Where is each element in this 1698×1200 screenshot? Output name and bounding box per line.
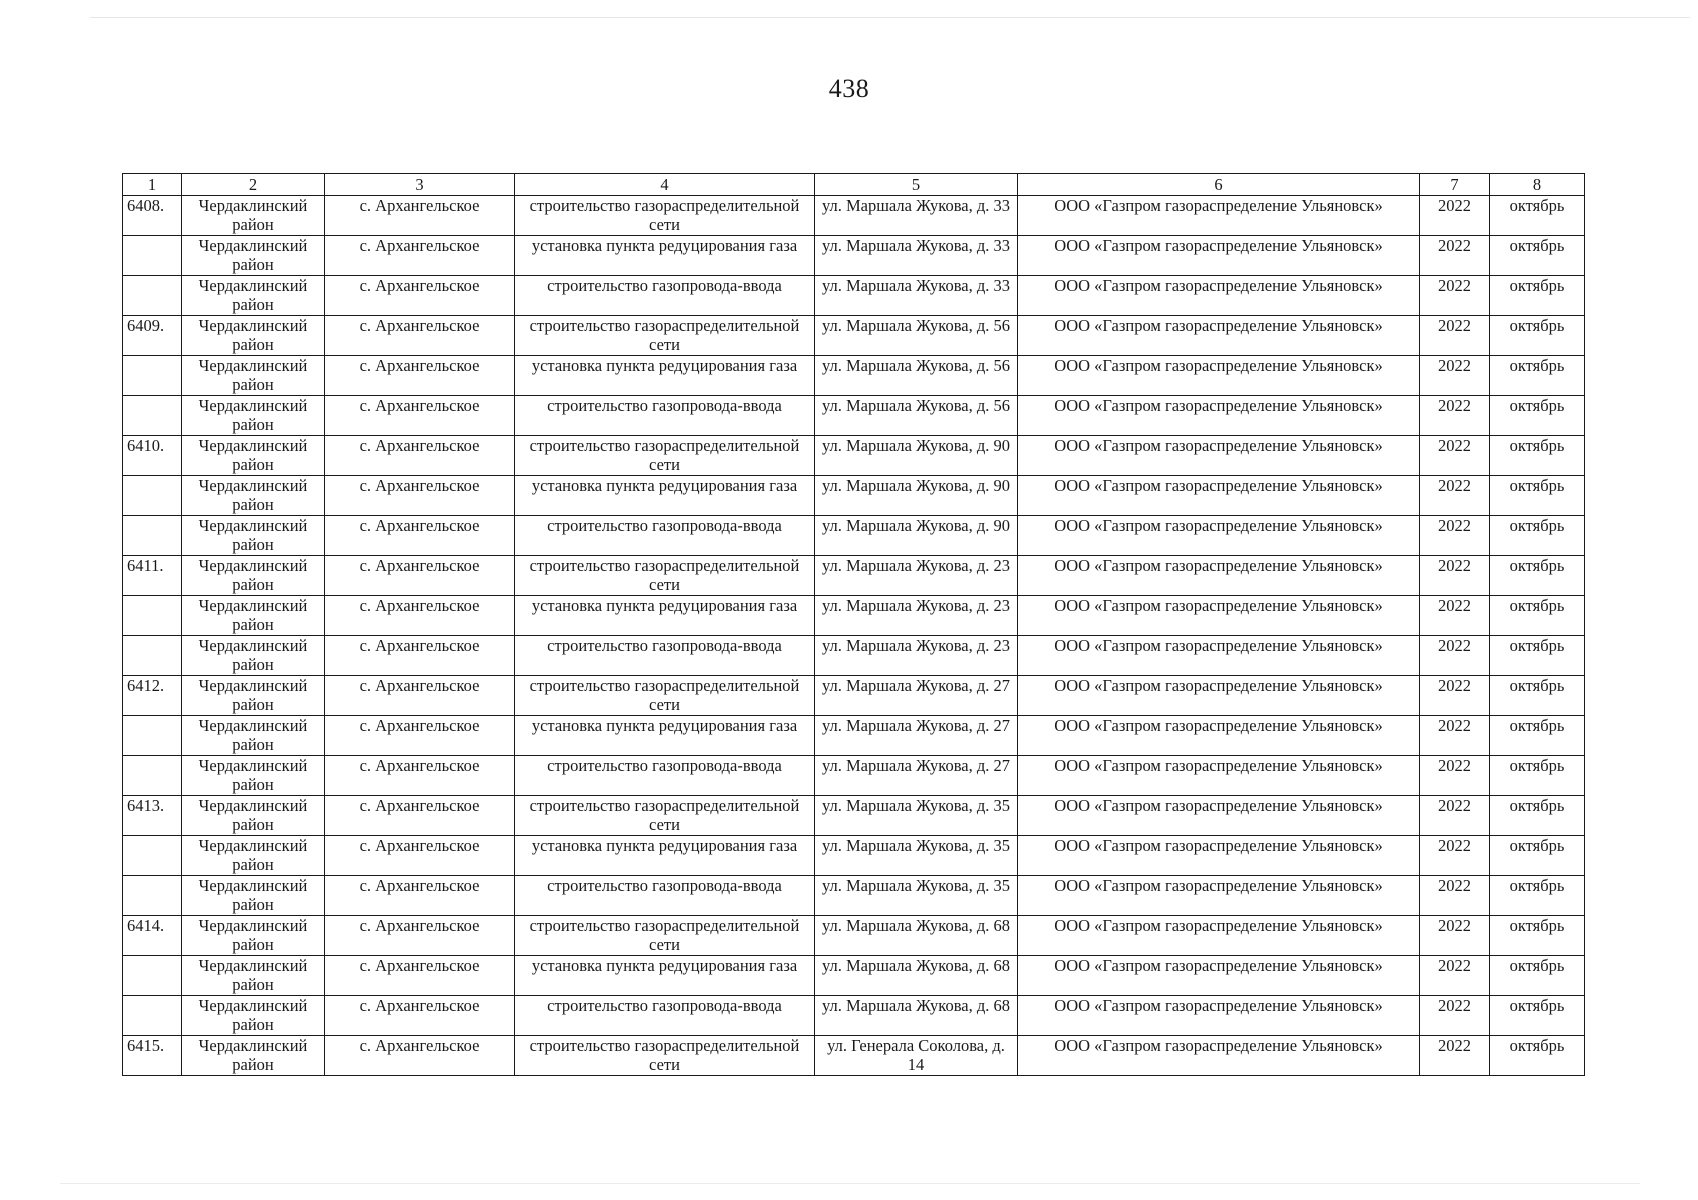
work-type-cell: строительство газопровода-ввода: [515, 636, 815, 676]
work-type-cell: строительство газопровода-ввода: [515, 876, 815, 916]
month-cell: октябрь: [1490, 556, 1585, 596]
month-cell: октябрь: [1490, 196, 1585, 236]
table-row: [123, 756, 1585, 796]
table-row: [123, 476, 1585, 516]
work-type-cell: строительство газораспределительной сети: [515, 796, 815, 836]
table-row: [123, 356, 1585, 396]
scan-artifact-top: [90, 17, 1690, 18]
district-cell: Чердаклинский район: [182, 836, 325, 876]
district-cell: Чердаклинский район: [182, 196, 325, 236]
settlement-cell: с. Архангельское: [325, 756, 515, 796]
address-cell: ул. Маршала Жукова, д. 27: [815, 716, 1018, 756]
column-header: 1: [123, 174, 182, 196]
organization-cell: ООО «Газпром газораспределение Ульяновск»: [1018, 756, 1420, 796]
settlement-cell: с. Архангельское: [325, 356, 515, 396]
table-row: [123, 676, 1585, 716]
entry-number-cell: 6413.: [123, 796, 182, 836]
district-cell: Чердаклинский район: [182, 876, 325, 916]
organization-cell: ООО «Газпром газораспределение Ульяновск»: [1018, 436, 1420, 476]
settlement-cell: с. Архангельское: [325, 1036, 515, 1076]
year-cell: 2022: [1420, 196, 1490, 236]
settlement-cell: с. Архангельское: [325, 276, 515, 316]
year-cell: 2022: [1420, 676, 1490, 716]
settlement-cell: с. Архангельское: [325, 196, 515, 236]
work-type-cell: строительство газопровода-ввода: [515, 276, 815, 316]
organization-cell: ООО «Газпром газораспределение Ульяновск»: [1018, 236, 1420, 276]
page-number: 438: [828, 74, 870, 103]
address-cell: ул. Генерала Соколова, д. 14: [815, 1036, 1018, 1076]
year-cell: 2022: [1420, 956, 1490, 996]
entry-number-cell: [123, 596, 182, 636]
address-cell: ул. Маршала Жукова, д. 56: [815, 316, 1018, 356]
settlement-cell: с. Архангельское: [325, 556, 515, 596]
organization-cell: ООО «Газпром газораспределение Ульяновск»: [1018, 396, 1420, 436]
year-cell: 2022: [1420, 916, 1490, 956]
month-cell: октябрь: [1490, 516, 1585, 556]
address-cell: ул. Маршала Жукова, д. 56: [815, 396, 1018, 436]
settlement-cell: с. Архангельское: [325, 916, 515, 956]
month-cell: октябрь: [1490, 716, 1585, 756]
district-cell: Чердаклинский район: [182, 636, 325, 676]
table-row: [123, 316, 1585, 356]
district-cell: Чердаклинский район: [182, 436, 325, 476]
table-row: [123, 596, 1585, 636]
year-cell: 2022: [1420, 636, 1490, 676]
year-cell: 2022: [1420, 516, 1490, 556]
settlement-cell: с. Архангельское: [325, 636, 515, 676]
entry-number-cell: [123, 716, 182, 756]
district-cell: Чердаклинский район: [182, 476, 325, 516]
organization-cell: ООО «Газпром газораспределение Ульяновск»: [1018, 476, 1420, 516]
gas-works-register-table: [122, 173, 1585, 1076]
year-cell: 2022: [1420, 556, 1490, 596]
column-header: 4: [515, 174, 815, 196]
address-cell: ул. Маршала Жукова, д. 90: [815, 476, 1018, 516]
month-cell: октябрь: [1490, 276, 1585, 316]
year-cell: 2022: [1420, 756, 1490, 796]
address-cell: ул. Маршала Жукова, д. 68: [815, 956, 1018, 996]
organization-cell: ООО «Газпром газораспределение Ульяновск»: [1018, 956, 1420, 996]
work-type-cell: строительство газораспределительной сети: [515, 316, 815, 356]
district-cell: Чердаклинский район: [182, 516, 325, 556]
entry-number-cell: [123, 516, 182, 556]
organization-cell: ООО «Газпром газораспределение Ульяновск»: [1018, 876, 1420, 916]
entry-number-cell: [123, 396, 182, 436]
table-row: [123, 236, 1585, 276]
district-cell: Чердаклинский район: [182, 276, 325, 316]
column-header: 3: [325, 174, 515, 196]
table-row: [123, 916, 1585, 956]
month-cell: октябрь: [1490, 356, 1585, 396]
table-row: [123, 196, 1585, 236]
work-type-cell: строительство газораспределительной сети: [515, 556, 815, 596]
settlement-cell: с. Архангельское: [325, 516, 515, 556]
district-cell: Чердаклинский район: [182, 396, 325, 436]
organization-cell: ООО «Газпром газораспределение Ульяновск»: [1018, 716, 1420, 756]
table-row: [123, 796, 1585, 836]
entry-number-cell: [123, 356, 182, 396]
organization-cell: ООО «Газпром газораспределение Ульяновск»: [1018, 556, 1420, 596]
organization-cell: ООО «Газпром газораспределение Ульяновск»: [1018, 916, 1420, 956]
month-cell: октябрь: [1490, 396, 1585, 436]
entry-number-cell: [123, 756, 182, 796]
settlement-cell: с. Архангельское: [325, 956, 515, 996]
entry-number-cell: 6411.: [123, 556, 182, 596]
month-cell: октябрь: [1490, 596, 1585, 636]
month-cell: октябрь: [1490, 316, 1585, 356]
month-cell: октябрь: [1490, 796, 1585, 836]
settlement-cell: с. Архангельское: [325, 836, 515, 876]
address-cell: ул. Маршала Жукова, д. 90: [815, 436, 1018, 476]
entry-number-cell: 6410.: [123, 436, 182, 476]
address-cell: ул. Маршала Жукова, д. 23: [815, 556, 1018, 596]
entry-number-cell: 6409.: [123, 316, 182, 356]
work-type-cell: строительство газораспределительной сети: [515, 1036, 815, 1076]
address-cell: ул. Маршала Жукова, д. 33: [815, 276, 1018, 316]
address-cell: ул. Маршала Жукова, д. 35: [815, 796, 1018, 836]
year-cell: 2022: [1420, 1036, 1490, 1076]
address-cell: ул. Маршала Жукова, д. 23: [815, 636, 1018, 676]
year-cell: 2022: [1420, 396, 1490, 436]
entry-number-cell: [123, 476, 182, 516]
work-type-cell: установка пункта редуцирования газа: [515, 476, 815, 516]
entry-number-cell: [123, 996, 182, 1036]
month-cell: октябрь: [1490, 1036, 1585, 1076]
address-cell: ул. Маршала Жукова, д. 27: [815, 676, 1018, 716]
table-row: [123, 1036, 1585, 1076]
work-type-cell: установка пункта редуцирования газа: [515, 356, 815, 396]
settlement-cell: с. Архангельское: [325, 436, 515, 476]
year-cell: 2022: [1420, 716, 1490, 756]
table-row: [123, 876, 1585, 916]
district-cell: Чердаклинский район: [182, 676, 325, 716]
table-row: [123, 516, 1585, 556]
work-type-cell: установка пункта редуцирования газа: [515, 836, 815, 876]
district-cell: Чердаклинский район: [182, 716, 325, 756]
organization-cell: ООО «Газпром газораспределение Ульяновск»: [1018, 276, 1420, 316]
settlement-cell: с. Архангельское: [325, 676, 515, 716]
district-cell: Чердаклинский район: [182, 1036, 325, 1076]
month-cell: октябрь: [1490, 236, 1585, 276]
year-cell: 2022: [1420, 876, 1490, 916]
work-type-cell: установка пункта редуцирования газа: [515, 236, 815, 276]
work-type-cell: установка пункта редуцирования газа: [515, 956, 815, 996]
work-type-cell: строительство газораспределительной сети: [515, 196, 815, 236]
work-type-cell: установка пункта редуцирования газа: [515, 596, 815, 636]
table-row: [123, 276, 1585, 316]
address-cell: ул. Маршала Жукова, д. 33: [815, 196, 1018, 236]
year-cell: 2022: [1420, 996, 1490, 1036]
organization-cell: ООО «Газпром газораспределение Ульяновск»: [1018, 356, 1420, 396]
table-row: [123, 836, 1585, 876]
settlement-cell: с. Архангельское: [325, 876, 515, 916]
month-cell: октябрь: [1490, 956, 1585, 996]
address-cell: ул. Маршала Жукова, д. 90: [815, 516, 1018, 556]
year-cell: 2022: [1420, 436, 1490, 476]
entry-number-cell: 6408.: [123, 196, 182, 236]
work-type-cell: строительство газораспределительной сети: [515, 436, 815, 476]
column-header: 6: [1018, 174, 1420, 196]
settlement-cell: с. Архангельское: [325, 596, 515, 636]
month-cell: октябрь: [1490, 476, 1585, 516]
address-cell: ул. Маршала Жукова, д. 56: [815, 356, 1018, 396]
entry-number-cell: 6415.: [123, 1036, 182, 1076]
address-cell: ул. Маршала Жукова, д. 23: [815, 596, 1018, 636]
organization-cell: ООО «Газпром газораспределение Ульяновск»: [1018, 316, 1420, 356]
work-type-cell: строительство газораспределительной сети: [515, 916, 815, 956]
year-cell: 2022: [1420, 596, 1490, 636]
organization-cell: ООО «Газпром газораспределение Ульяновск»: [1018, 196, 1420, 236]
column-header: 5: [815, 174, 1018, 196]
year-cell: 2022: [1420, 236, 1490, 276]
year-cell: 2022: [1420, 316, 1490, 356]
year-cell: 2022: [1420, 476, 1490, 516]
district-cell: Чердаклинский район: [182, 756, 325, 796]
work-type-cell: строительство газопровода-ввода: [515, 516, 815, 556]
settlement-cell: с. Архангельское: [325, 396, 515, 436]
month-cell: октябрь: [1490, 636, 1585, 676]
entry-number-cell: 6414.: [123, 916, 182, 956]
table-row: [123, 956, 1585, 996]
work-type-cell: строительство газопровода-ввода: [515, 396, 815, 436]
column-header: 7: [1420, 174, 1490, 196]
work-type-cell: строительство газопровода-ввода: [515, 996, 815, 1036]
organization-cell: ООО «Газпром газораспределение Ульяновск»: [1018, 676, 1420, 716]
month-cell: октябрь: [1490, 676, 1585, 716]
district-cell: Чердаклинский район: [182, 796, 325, 836]
district-cell: Чердаклинский район: [182, 996, 325, 1036]
district-cell: Чердаклинский район: [182, 236, 325, 276]
table-row: [123, 556, 1585, 596]
settlement-cell: с. Архангельское: [325, 996, 515, 1036]
scan-artifact-bottom: [60, 1183, 1640, 1184]
month-cell: октябрь: [1490, 836, 1585, 876]
organization-cell: ООО «Газпром газораспределение Ульяновск»: [1018, 836, 1420, 876]
year-cell: 2022: [1420, 276, 1490, 316]
entry-number-cell: [123, 636, 182, 676]
year-cell: 2022: [1420, 356, 1490, 396]
settlement-cell: с. Архангельское: [325, 476, 515, 516]
year-cell: 2022: [1420, 796, 1490, 836]
table-row: [123, 396, 1585, 436]
entry-number-cell: 6412.: [123, 676, 182, 716]
year-cell: 2022: [1420, 836, 1490, 876]
organization-cell: ООО «Газпром газораспределение Ульяновск»: [1018, 636, 1420, 676]
organization-cell: ООО «Газпром газораспределение Ульяновск»: [1018, 516, 1420, 556]
entry-number-cell: [123, 836, 182, 876]
organization-cell: ООО «Газпром газораспределение Ульяновск»: [1018, 1036, 1420, 1076]
entry-number-cell: [123, 956, 182, 996]
district-cell: Чердаклинский район: [182, 316, 325, 356]
table-row: [123, 716, 1585, 756]
district-cell: Чердаклинский район: [182, 556, 325, 596]
work-type-cell: строительство газораспределительной сети: [515, 676, 815, 716]
month-cell: октябрь: [1490, 996, 1585, 1036]
month-cell: октябрь: [1490, 436, 1585, 476]
entry-number-cell: [123, 236, 182, 276]
settlement-cell: с. Архангельское: [325, 316, 515, 356]
address-cell: ул. Маршала Жукова, д. 27: [815, 756, 1018, 796]
month-cell: октябрь: [1490, 756, 1585, 796]
table-row: [123, 996, 1585, 1036]
column-header: 2: [182, 174, 325, 196]
work-type-cell: установка пункта редуцирования газа: [515, 716, 815, 756]
organization-cell: ООО «Газпром газораспределение Ульяновск»: [1018, 796, 1420, 836]
address-cell: ул. Маршала Жукова, д. 68: [815, 996, 1018, 1036]
month-cell: октябрь: [1490, 876, 1585, 916]
address-cell: ул. Маршала Жукова, д. 33: [815, 236, 1018, 276]
entry-number-cell: [123, 876, 182, 916]
organization-cell: ООО «Газпром газораспределение Ульяновск»: [1018, 596, 1420, 636]
district-cell: Чердаклинский район: [182, 956, 325, 996]
month-cell: октябрь: [1490, 916, 1585, 956]
address-cell: ул. Маршала Жукова, д. 35: [815, 876, 1018, 916]
district-cell: Чердаклинский район: [182, 596, 325, 636]
district-cell: Чердаклинский район: [182, 356, 325, 396]
settlement-cell: с. Архангельское: [325, 796, 515, 836]
settlement-cell: с. Архангельское: [325, 716, 515, 756]
entry-number-cell: [123, 276, 182, 316]
column-number-row: [123, 174, 1585, 196]
work-type-cell: строительство газопровода-ввода: [515, 756, 815, 796]
district-cell: Чердаклинский район: [182, 916, 325, 956]
settlement-cell: с. Архангельское: [325, 236, 515, 276]
address-cell: ул. Маршала Жукова, д. 35: [815, 836, 1018, 876]
organization-cell: ООО «Газпром газораспределение Ульяновск»: [1018, 996, 1420, 1036]
table-row: [123, 436, 1585, 476]
column-header: 8: [1490, 174, 1585, 196]
table-row: [123, 636, 1585, 676]
address-cell: ул. Маршала Жукова, д. 68: [815, 916, 1018, 956]
